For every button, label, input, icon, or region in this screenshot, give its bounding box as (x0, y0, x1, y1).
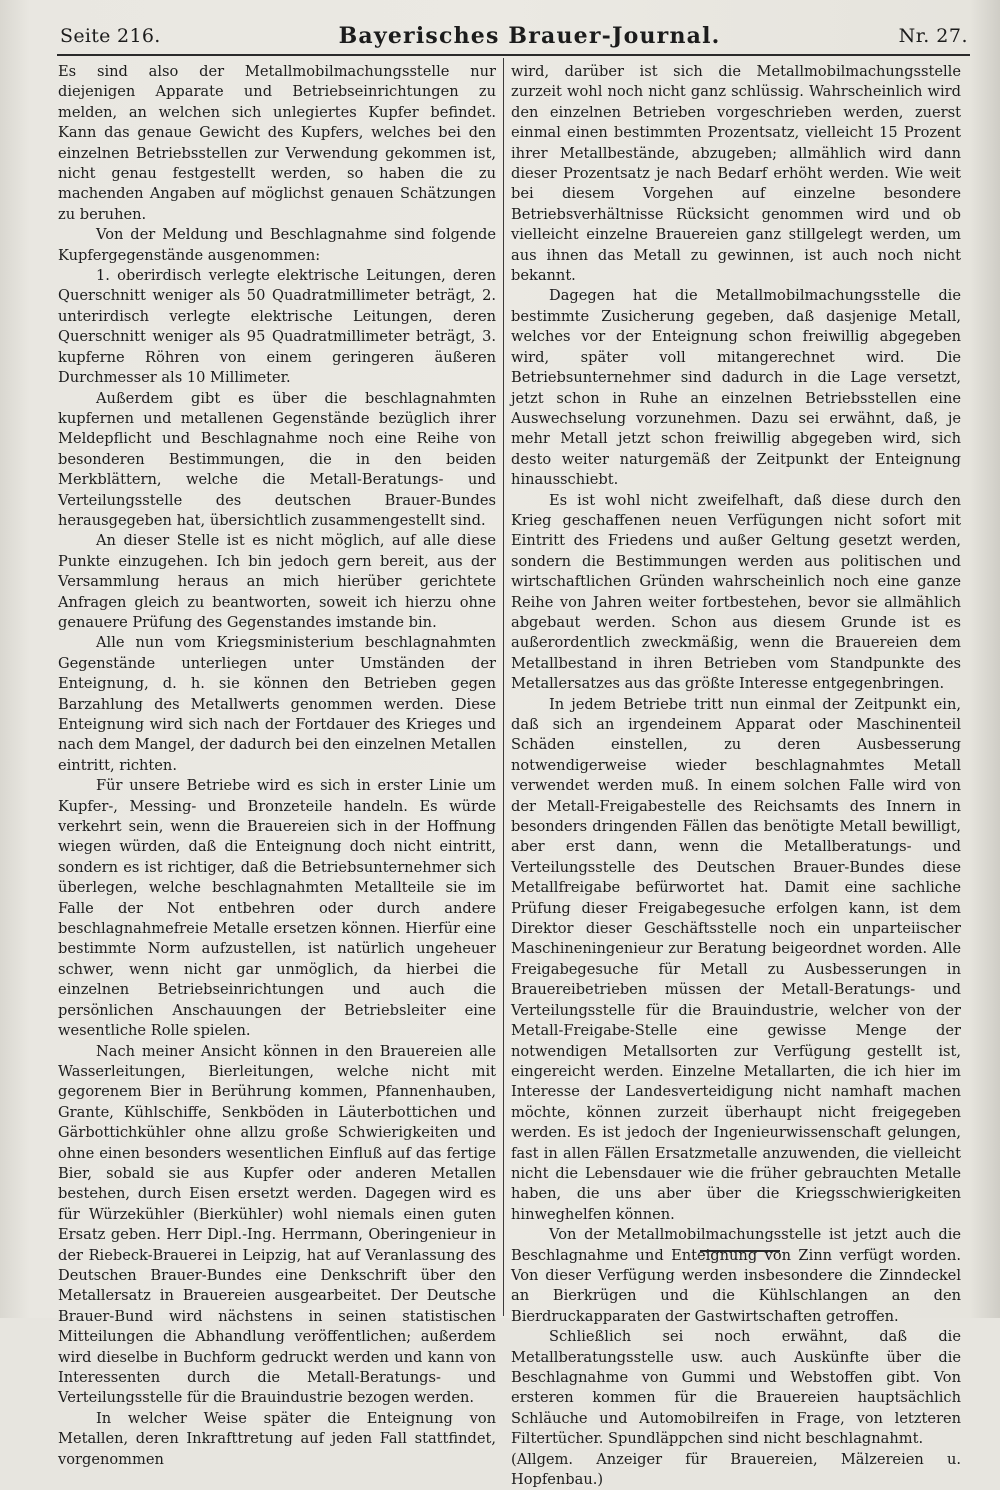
end-rule (700, 1250, 780, 1252)
paragraph: Von der Metallmobilmachungsstelle ist jetzt auch die Beschlagnahme und Enteignung von Zinn verfügt worden. Von dieser Verfügung werden insbesondere die Zinndeckel an Bierkrügen und die Kühlschlangen an den Bierdruckapparaten der Gastwirtschaften getroffen. (511, 1226, 961, 1325)
paragraph: wird, darüber ist sich die Metallmobilmachungsstelle zurzeit wohl noch nicht ganz schlüssig. Wahrscheinlich wird den einzelnen Betrieben vorgeschrieben werden, zuerst einmal einen bestimmten Prozentsatz, vielleicht 15 Prozent ihrer Metallbestände, abzugeben; allmählich wird dann dieser Prozentsatz je nach Bedarf erhöht werden. Wie weit bei diesem Vorgehen auf einzelne besondere Betriebsverhältnisse Rücksicht genommen wird und ob vielleicht einzelne Brauereien ganz stillgelegt werden, um aus ihnen das Metall zu gewinnen, ist auch noch nicht bekannt. (511, 63, 961, 285)
paragraph: In welcher Weise später die Enteignung von Metallen, deren Inkrafttretung auf jeden Fall stattfindet, vorgenommen (58, 1409, 496, 1468)
paragraph: Dagegen hat die Metallmobilmachungsstelle die bestimmte Zusicherung gegeben, daß dasjenige Metall, welches vor der Enteignung schon freiwillig abgegeben wird, später voll mitangerechnet wird. Die Betriebsunternehmer sind dadurch in die Lage versetzt, jetzt schon in Ruhe an einzelnen Betriebsstellen eine Auswechselung vorzunehmen. Dazu sei erwähnt, daß, je mehr Metall jetzt schon freiwillig abgegeben wird, sich desto weiter naturgemäß der Zeitpunkt der Enteignung hinausschiebt. (511, 287, 961, 489)
paragraph: Außerdem gibt es über die beschlagnahmten kupfernen und metallenen Gegenstände bezüglich ihrer Meldepflicht und Beschlagnahme noch eine Reihe von besonderen Bestimmungen, die in den beiden Merkblättern, welche die Metall-Beratungs- und Verteilungsstelle des deutschen Brauer-Bundes herausgegeben hat, übersichtlich zusammengestellt sind. (58, 389, 496, 529)
paragraph: Von der Meldung und Beschlagnahme sind folgende Kupfergegenstände ausgenommen: (58, 226, 496, 264)
right-column (511, 62, 961, 1490)
paragraph: Nach meiner Ansicht können in den Brauereien alle Wasserleitungen, Bierleitungen, welche nicht mit gegorenem Bier in Berührung kommen, Pfannenhauben, Grante, Kühlschiffe, Senkböden in Läuterbottichen und Gärbottichkühler ohne allzu große Schwierigkeiten und ohne einen besonders wesentlichen Einfluß auf das fertige Bier, sobald sie aus Kupfer oder anderen Metallen bestehen, durch Eisen ersetzt werden. Dagegen wird es für Würzekühler (Bierkühler) wohl niemals einen guten Ersatz geben. Herr Dipl.-Ing. Herrmann, Oberingenieur in der Riebeck-Brauerei in Leipzig, hat auf Veranlassung des Deutschen Brauer-Bundes eine Denkschrift über den Metallersatz in Brauereien ausgearbeitet. Der Deutsche Brauer-Bund wird nächstens in seinen statistischen Mitteilungen die Abhandlung veröffentlichen; außerdem wird dieselbe in Buchform gedruckt werden und kann von Interessenten durch die Metall-Beratungs- und Verteilungsstelle für die Brauindustrie bezogen werden. (58, 1042, 496, 1407)
paragraph: In jedem Betriebe tritt nun einmal der Zeitpunkt ein, daß sich an irgendeinem Apparat oder Maschinenteil Schäden einstellen, zu deren Ausbesserung notwendigerweise wieder beschlagnahmtes Metall verwendet werden muß. In einem solchen Falle wird von der Metall-Freigabestelle des Reichsamts des Innern in besonders dringenden Fällen das benötigte Metall bewilligt, aber erst dann, wenn die Metallberatungs- und Verteilungsstelle des Deutschen Brauer-Bundes diese Metallfreigabe befürwortet hat. Damit eine sachliche Prüfung dieser Freigabegesuche erfolgen kann, ist dem Direktor dieser Geschäftsstelle noch ein unparteiischer Maschineningenieur zur Beratung beigeordnet worden. Alle Freigabegesuche für Metall zu Ausbesserungen in Brauereibetrieben müssen der Metall-Beratungs- und Verteilungsstelle für die Brauindustrie, welcher von der Metall-Freigabe-Stelle eine gewisse Menge der notwendigen Metallsorten zur Verfügung gestellt ist, eingereicht werden. Einzelne Metallarten, die ich hier im Interesse der Landesverteidigung nicht namhaft machen möchte, können zurzeit überhaupt nicht freigegeben werden. Es ist jedoch der Ingenieurwissenschaft gelungen, fast in allen Fällen Ersatzmetalle anzuwenden, die vielleicht nicht die Lebensdauer wie die früher gebrauchten Metalle haben, die uns aber über die Kriegsschwierigkeiten hinweghelfen können. (511, 695, 961, 1223)
paragraph: Es ist wohl nicht zweifelhaft, daß diese durch den Krieg geschaffenen neuen Verfügungen nicht sofort mit Eintritt des Friedens und außer Geltung gesetzt werden, sondern die Bestimmungen werden aus politischen und wirtschaftlichen Gründen wahrscheinlich noch eine ganze Reihe von Jahren weiter fortbestehen, bevor sie allmählich abgebaut werden. Schon aus diesem Grunde ist es außerordentlich zweckmäßig, wenn die Brauereien dem Metallbestand in ihren Betrieben vom Standpunkte des Metallersatzes aus das größte Interesse entgegenbringen. (511, 491, 961, 693)
column-divider (503, 58, 504, 1316)
page-header (60, 18, 968, 54)
paragraph: Alle nun vom Kriegsministerium beschlagnahmten Gegenstände unterliegen unter Umständen der Enteignung, d. h. sie können den Betrieben gegen Barzahlung des Metallwerts genommen werden. Diese Enteignung wird sich nach der Fortdauer des Krieges und nach dem Mangel, der dadurch bei den einzelnen Metallen eintritt, richten. (58, 634, 496, 774)
header-rule (57, 54, 970, 56)
paragraph: An dieser Stelle ist es nicht möglich, auf alle diese Punkte einzugehen. Ich bin jedoch gern bereit, aus der Versammlung heraus an mich hierüber gerichtete Anfragen gleich zu beantworten, soweit ich hierzu ohne genauere Prüfung des Gegenstandes imstande bin. (58, 532, 496, 631)
issue-number: Nr. 27. (898, 25, 968, 47)
page-number: Seite 216. (60, 25, 161, 47)
journal-title: Bayerisches Brauer-Journal. (338, 23, 721, 49)
source-citation: (Allgem. Anzeiger für Brauereien, Mälzereien u. Hopfenbau.) (511, 1450, 961, 1489)
paragraph: Es sind also der Metallmobilmachungsstelle nur diejenigen Apparate und Betriebseinrichtungen zu melden, an welchen sich unlegiertes Kupfer befindet. Kann das genaue Gewicht des Kupfers, welches bei den einzelnen Betriebsstellen zur Verwendung gekommen ist, nicht genau festgestellt werden, so haben die zu machenden Angaben auf möglichst genauen Schätzungen zu beruhen. (58, 63, 496, 223)
paragraph: Für unsere Betriebe wird es sich in erster Linie um Kupfer-, Messing- und Bronzeteile handeln. Es würde verkehrt sein, wenn die Brauereien sich in der Hoffnung wiegen würden, daß die Enteignung doch nicht eintritt, sondern es ist richtiger, daß die Betriebsunternehmer sich überlegen, welche beschlagnahmten Metallteile sie im Falle der Not entbehren oder durch andere beschlagnahmefreie Metalle ersetzen können. Hierfür eine bestimmte Norm aufzustellen, ist natürlich ungeheuer schwer, wenn nicht gar unmöglich, da hierbei die einzelnen Betriebseinrichtungen und auch die persönlichen Anschauungen der Betriebsleiter eine wesentliche Rolle spielen. (58, 777, 496, 1040)
left-column (58, 62, 496, 1470)
paragraph: 1. oberirdisch verlegte elektrische Leitungen, deren Querschnitt weniger als 50 Quadratmillimeter beträgt, 2. unterirdisch verlegte elektrische Leitungen, deren Querschnitt weniger als 95 Quadratmillimeter beträgt, 3. kupferne Röhren von einem geringeren äußeren Durchmesser als 10 Millimeter. (58, 267, 496, 387)
paragraph: Schließlich sei noch erwähnt, daß die Metallberatungsstelle usw. auch Auskünfte über die Beschlagnahme von Gummi und Webstoffen gibt. Von ersteren kommen für die Brauereien hauptsächlich Schläuche und Automobilreifen in Frage, von letzteren Filtertücher. Spundläppchen sind nicht beschlagnahmt. (511, 1328, 961, 1448)
